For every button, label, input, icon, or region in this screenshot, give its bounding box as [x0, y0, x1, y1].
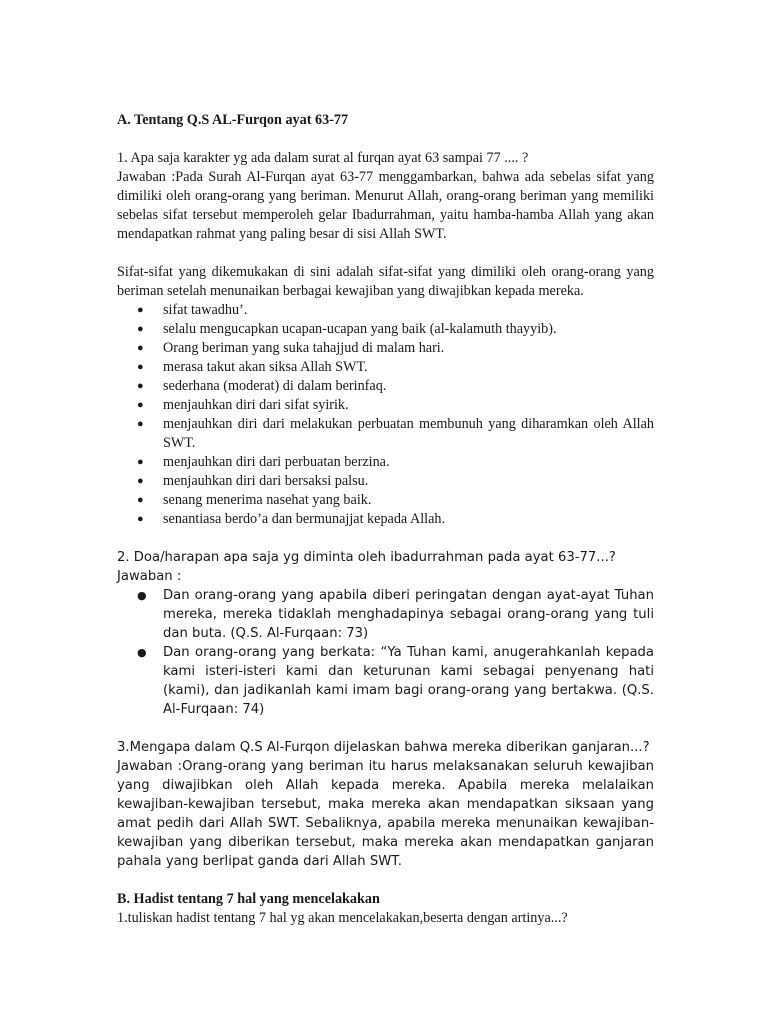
question-2: 2. Doa/harapan apa saja yg diminta oleh ibadurrahman pada ayat 63-77...?: [117, 550, 616, 565]
bullet-icon: ●: [137, 323, 144, 335]
question-3: 3.Mengapa dalam Q.S Al-Furqon dijelaskan bahwa mereka diberikan ganjaran...?: [117, 740, 650, 755]
bullet-icon: ●: [137, 589, 147, 602]
answer-1: Jawaban :Pada Surah Al-Furqan ayat 63-77 menggambarkan, bahwa ada sebelas sifat yang dimiliki oleh orang-orang yang beriman. Menurut Allah, orang-orang beriman yang memiliki sebelas sifat tersebut memperoleh gelar Ibadurrahman, yaitu hamba-hamba Allah yang akan mendapatkan rahmat yang paling besar di sisi Allah SWT.: [117, 169, 654, 242]
traits-list: [117, 301, 654, 529]
list-item: ● sifat tawadhu’.: [137, 302, 248, 318]
spacer: [117, 719, 654, 738]
bullet-icon: ●: [137, 361, 144, 373]
list-item: ● Dan orang-orang yang berkata: “Ya Tuhan kami, anugerahkanlah kepada kami isteri-isteri kami dan keturunan kami sebagai penyenang hati (kami), dan jadikanlah kami imam bagi orang-orang yang bertakwa. (Q.S. Al-Furqaan: 74): [137, 645, 654, 717]
list-item: ● senang menerima nasehat yang baik.: [137, 492, 372, 508]
bullet-icon: ●: [137, 380, 144, 392]
list-item: ● menjauhkan diri dari bersaksi palsu.: [137, 473, 369, 489]
document-body: [117, 111, 654, 928]
list-item: ● merasa takut akan siksa Allah SWT.: [137, 359, 368, 375]
section-b-heading: B. Hadist tentang 7 hal yang mencelakakan: [117, 891, 380, 907]
bullet-icon: ●: [137, 304, 144, 316]
bullet-icon: ●: [137, 494, 144, 506]
list-item: ● menjauhkan diri dari perbuatan berzina.: [137, 454, 390, 470]
bullet-icon: ●: [137, 513, 144, 525]
answer-3: Jawaban :Orang-orang yang beriman itu harus melaksanakan seluruh kewajiban yang diwajibkan oleh Allah kepada mereka. Apabila mereka melalaikan kewajiban-kewajiban tersebut, maka mereka akan mendapatkan siksaan yang amat pedih dari Allah SWT. Sebaliknya, apabila mereka menunaikan kewajiban-kewajiban yang diberikan tersebut, maka mereka akan mendapatkan ganjaran pahala yang berlipat ganda dari Allah SWT.: [117, 759, 654, 869]
list-item: ● Orang beriman yang suka tahajjud di malam hari.: [137, 340, 445, 356]
bullet-icon: ●: [137, 456, 144, 468]
section-b-question-1: 1.tuliskan hadist tentang 7 hal yg akan mencelakakan,beserta dengan artinya...?: [117, 910, 568, 926]
list-item: ● selalu mengucapkan ucapan-ucapan yang baik (al-kalamuth thayyib).: [137, 321, 557, 337]
bullet-icon: ●: [137, 475, 144, 487]
traits-intro: Sifat-sifat yang dikemukakan di sini adalah sifat-sifat yang dimiliki oleh orang-orang yang beriman setelah menunaikan berbagai kewajiban yang diwajibkan kepada mereka.: [117, 264, 654, 299]
section-a-heading: A. Tentang Q.S AL-Furqon ayat 63-77: [117, 112, 349, 128]
spacer: [117, 871, 654, 890]
list-item: ● sederhana (moderat) di dalam berinfaq.: [137, 378, 387, 394]
list-item: ● senantiasa berdo’a dan bermunajjat kepada Allah.: [137, 511, 446, 527]
list-item: ● Dan orang-orang yang apabila diberi peringatan dengan ayat-ayat Tuhan mereka, mereka tidaklah menghadapinya sebagai orang-orang yang tuli dan buta. (Q.S. Al-Furqaan: 73): [137, 588, 654, 641]
prayers-list: [117, 586, 654, 719]
answer-2-label: Jawaban :: [117, 569, 182, 584]
list-item: ● menjauhkan diri dari melakukan perbuatan membunuh yang diharamkan oleh Allah SWT.: [137, 416, 654, 451]
bullet-icon: ●: [137, 418, 144, 430]
spacer: [117, 529, 654, 548]
bullet-icon: ●: [137, 342, 144, 354]
spacer: [117, 244, 654, 263]
bullet-icon: ●: [137, 646, 147, 659]
spacer: [117, 130, 654, 149]
question-1: 1. Apa saja karakter yg ada dalam surat al furqan ayat 63 sampai 77 .... ?: [117, 150, 529, 166]
bullet-icon: ●: [137, 399, 144, 411]
list-item: ● menjauhkan diri dari sifat syirik.: [137, 397, 349, 413]
